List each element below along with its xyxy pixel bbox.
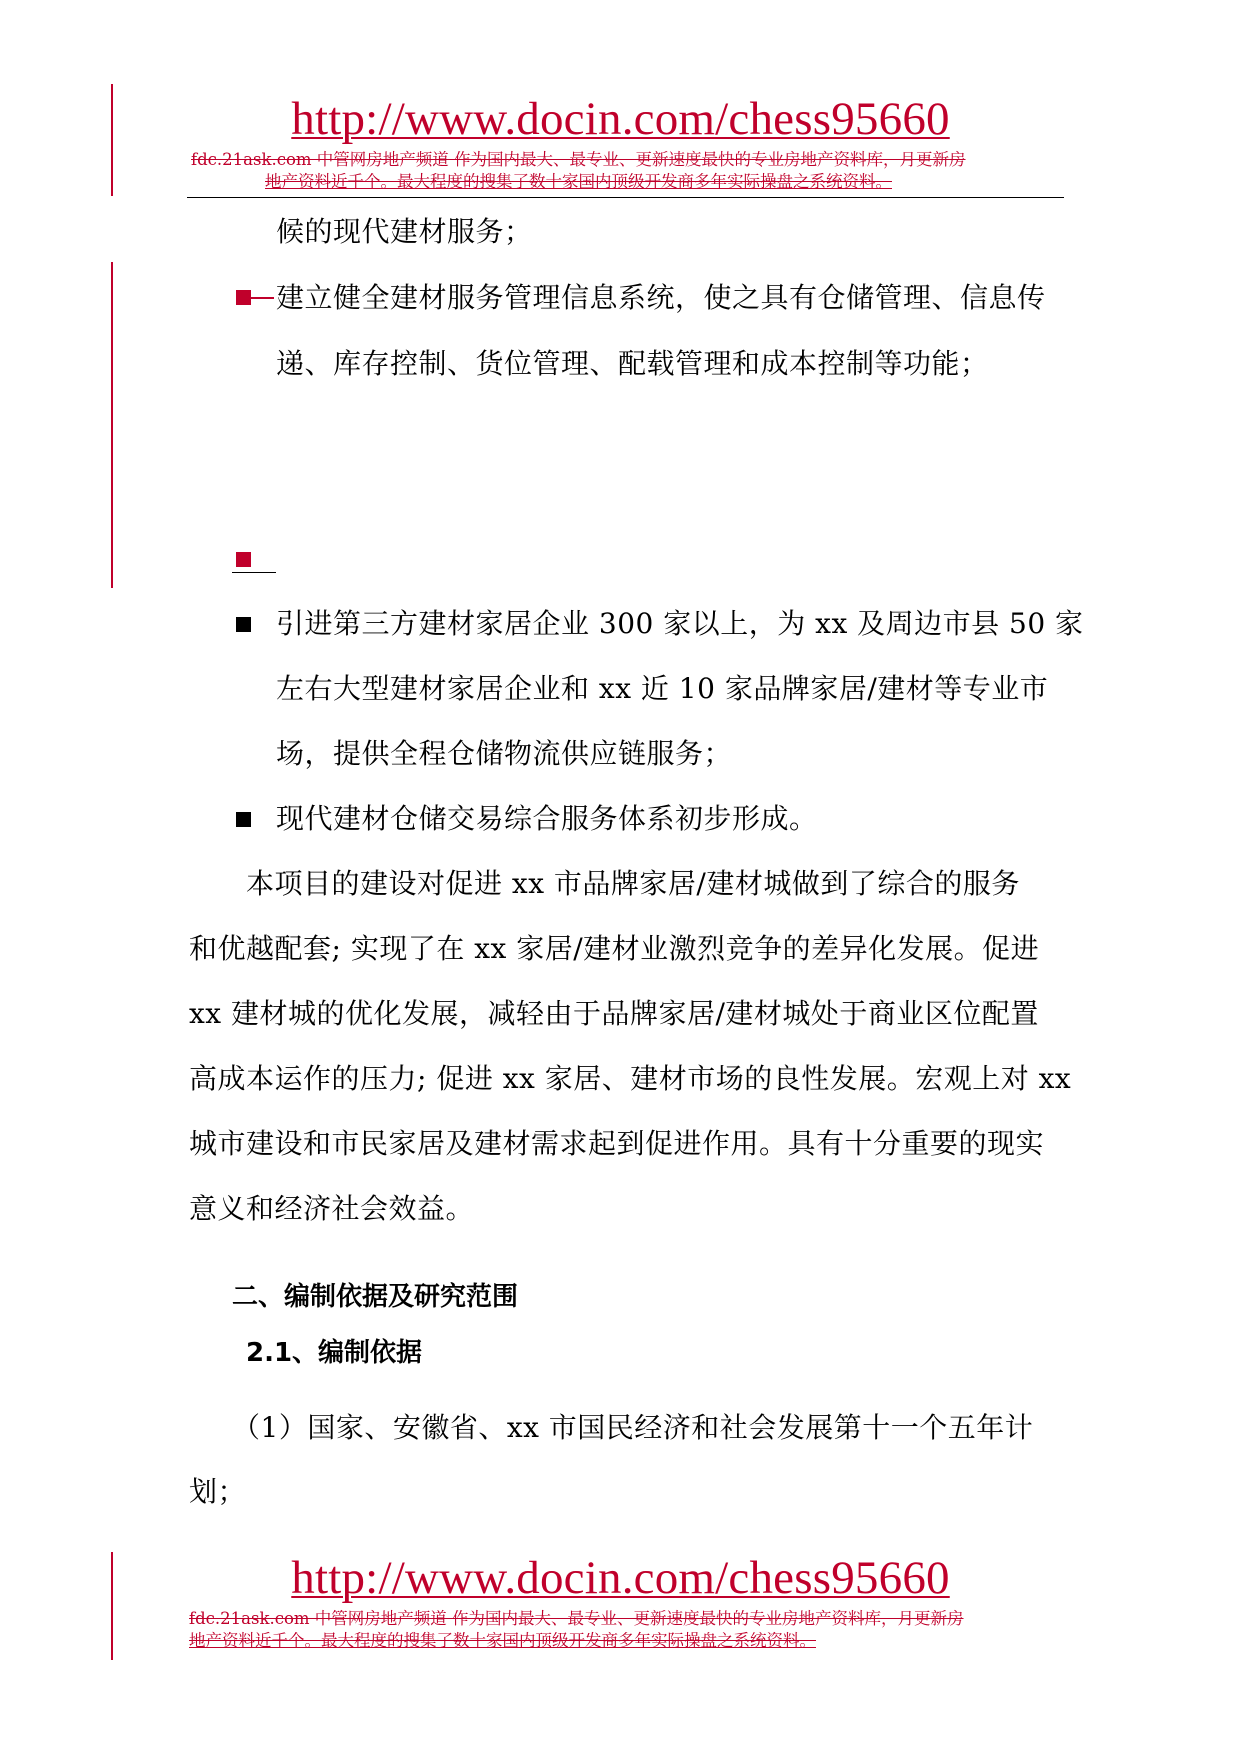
bullet-item-1-line2: 递、库存控制、货位管理、配载管理和成本控制等功能； bbox=[276, 347, 989, 380]
red-bullet-icon-empty bbox=[236, 552, 251, 567]
empty-bullet-underline bbox=[232, 572, 276, 573]
header-note-line1: fdc.21ask.com 中管网房地产频道 作为国内最大、最专业、更新速度最快的专业房地产资料库，月更新房 bbox=[191, 150, 966, 169]
section-heading: 二、编制依据及研究范围 bbox=[232, 1282, 519, 1312]
bullet-item-2-line3: 场，提供全程仓储物流供应链服务； bbox=[276, 737, 733, 770]
paragraph-line4: 高成本运作的压力; 促进 xx 家居、建材市场的良性发展。宏观上对 xx bbox=[189, 1062, 1072, 1095]
bullet-square-icon bbox=[236, 617, 251, 632]
paragraph-line2: 和优越配套; 实现了在 xx 家居/建材业激烈竞争的差异化发展。促进 bbox=[189, 932, 1040, 965]
bullet-item-3: 现代建材仓储交易综合服务体系初步形成。 bbox=[276, 802, 818, 835]
bullet-item-1-line1: 建立健全建材服务管理信息系统，使之具有仓储管理、信息传 bbox=[276, 281, 1046, 314]
basis-item-1-line1: （1）国家、安徽省、xx 市国民经济和社会发展第十一个五年计 bbox=[232, 1411, 1034, 1444]
paragraph-line6: 意义和经济社会效益。 bbox=[189, 1192, 475, 1225]
continuation-line: 候的现代建材服务； bbox=[276, 215, 533, 248]
bullet-item-2-line2: 左右大型建材家居企业和 xx 近 10 家品牌家居/建材等专业市 bbox=[276, 672, 1049, 705]
change-bar-body bbox=[111, 262, 113, 588]
paragraph-line5: 城市建设和市民家居及建材需求起到促进作用。具有十分重要的现实 bbox=[189, 1127, 1045, 1160]
footer-note-line2: 地产资料近千个。最大程度的搜集了数十家国内顶级开发商多年实际操盘之系统资料。 bbox=[189, 1631, 816, 1650]
bullet-item-2-line1: 引进第三方建材家居企业 300 家以上，为 xx 及周边市县 50 家 bbox=[276, 607, 1084, 640]
header-note-line2: 地产资料近千个。最大程度的搜集了数十家国内顶级开发商多年实际操盘之系统资料。 bbox=[265, 172, 892, 191]
bullet-square-icon bbox=[236, 812, 251, 827]
section-subheading: 2.1、编制依据 bbox=[246, 1338, 423, 1368]
paragraph-line3: xx 建材城的优化发展，减轻由于品牌家居/建材城处于商业区位配置 bbox=[189, 997, 1039, 1030]
header-url-link[interactable]: http://www.docin.com/chess95660 bbox=[291, 93, 950, 145]
paragraph-line1: 本项目的建设对促进 xx 市品牌家居/建材城做到了综合的服务 bbox=[246, 867, 1020, 900]
basis-item-1-line2: 划； bbox=[189, 1475, 247, 1508]
footer-url-link[interactable]: http://www.docin.com/chess95660 bbox=[291, 1552, 950, 1604]
deleted-mark-line bbox=[236, 297, 274, 299]
footer-note-line1: fdc.21ask.com 中管网房地产频道 作为国内最大、最专业、更新速度最快的专业房地产资料库，月更新房 bbox=[189, 1609, 964, 1628]
header-rule bbox=[187, 197, 1064, 198]
